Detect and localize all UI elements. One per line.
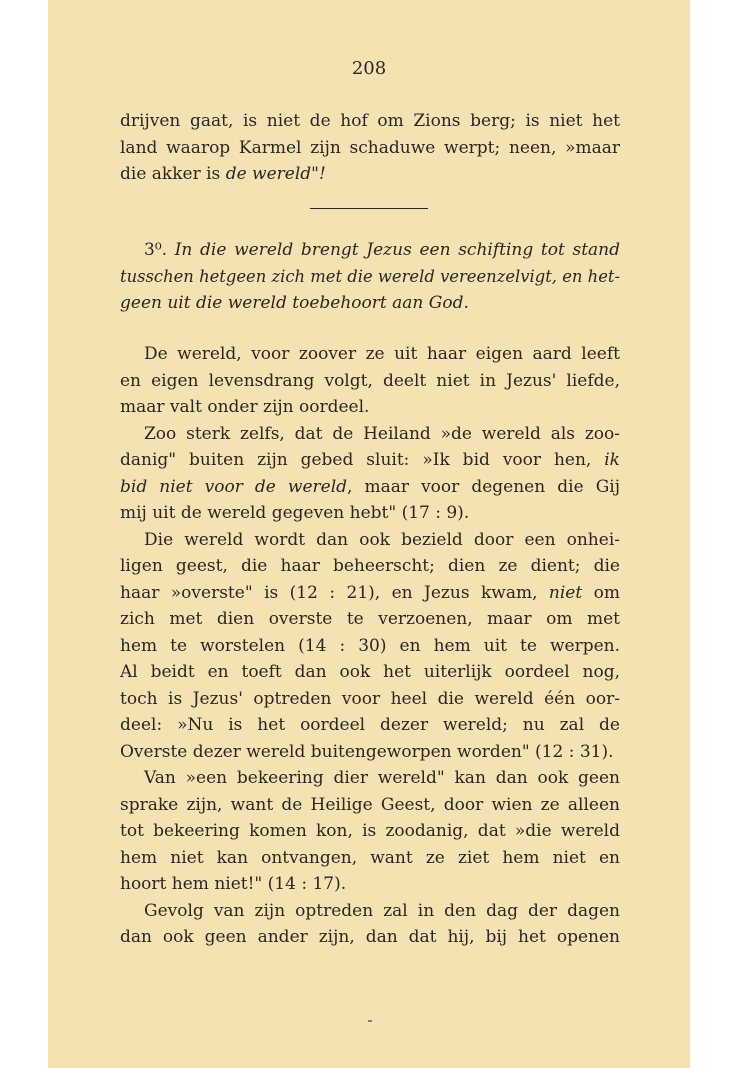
heading-text: In die wereld brengt Jezus een schifting tot stand xyxy=(174,240,620,260)
text-line: deel: »Nu is het oordeel dezer wereld; nu zal de xyxy=(120,715,620,735)
text-line: maar valt onder zijn oordeel. xyxy=(120,397,370,417)
text-line: sprake zijn, want de Heilige Geest, door wien ze alleen xyxy=(120,794,620,815)
text-line: dan ook geen ander zijn, dan dat hij, bij het openen xyxy=(120,927,620,947)
text-line: Gevolg van zijn optreden zal in den dag der dagen xyxy=(144,900,620,921)
text-run: haar »overste" is (12 : 21), en Jezus kwam, xyxy=(120,582,549,603)
text-line: Van »een bekeering dier wereld" kan dan ook geen xyxy=(144,768,620,788)
text-line: hem niet kan ontvangen, want ze ziet hem niet en xyxy=(120,847,620,868)
heading-line: geen uit die wereld toebehoort aan God. xyxy=(120,293,469,313)
text-line: drijven gaat, is niet de hof om Zions berg; is niet het xyxy=(120,111,620,131)
text-run: die akker is xyxy=(120,164,226,184)
italic-run: niet xyxy=(548,582,583,603)
page-number: 208 xyxy=(351,58,387,79)
text-line: zich met dien overste te verzoenen, maar om met xyxy=(120,609,620,629)
text-line: tot bekeering komen kon, is zoodanig, dat »die wereld xyxy=(120,821,620,841)
text-line: Overste dezer wereld buitengeworpen worden" (12 : 31). xyxy=(120,741,614,762)
section-heading xyxy=(120,237,620,317)
paragraph-continued xyxy=(120,108,620,188)
text-line xyxy=(120,580,620,607)
text-run: danig" buiten zijn gebed sluit: »Ik bid voor hen, xyxy=(120,450,605,470)
text-line: Al beidt en toeft dan ook het uiterlijk oordeel nog, xyxy=(120,662,620,682)
print-speck xyxy=(368,1020,372,1022)
text-line: hoort hem niet!" (14 : 17). xyxy=(120,874,347,894)
italic-run: ik xyxy=(604,450,620,470)
text-line: ligen geest, die haar beheerscht; dien ze dient; die xyxy=(120,556,620,576)
text-line: De wereld, voor zoover ze uit haar eigen aard leeft xyxy=(144,344,620,364)
text-line: land waarop Karmel zijn schaduwe werpt; neen, »maar xyxy=(120,137,620,158)
text-line: Die wereld wordt dan ook bezield door een onhei- xyxy=(144,529,620,550)
section-number: 3⁰. xyxy=(144,240,168,260)
section-divider xyxy=(310,208,428,209)
text-line xyxy=(120,447,620,474)
book-page xyxy=(48,0,690,1068)
text-line: Zoo sterk zelfs, dat de Heiland »de wereld als zoo- xyxy=(144,423,620,444)
text-line: hem te worstelen (14 : 30) en hem uit te werpen. xyxy=(120,635,620,656)
text-line xyxy=(120,161,620,188)
heading-line xyxy=(120,237,620,264)
heading-line: tusschen hetgeen zich met die wereld vereenzelvigt, en het- xyxy=(120,266,620,286)
text-line: mij uit de wereld gegeven hebt" (17 : 9). xyxy=(120,503,470,523)
text-line xyxy=(120,474,620,501)
text-run: om xyxy=(582,582,620,603)
text-line: en eigen levensdrang volgt, deelt niet in Jezus' liefde, xyxy=(120,370,620,391)
italic-run: bid niet voor de wereld xyxy=(120,476,348,497)
italic-run: de wereld"! xyxy=(225,164,326,184)
text-run: , maar voor degenen die Gij xyxy=(347,476,620,497)
text-line: toch is Jezus' optreden voor heel die wereld één oor- xyxy=(120,688,620,709)
body-text xyxy=(120,341,620,951)
